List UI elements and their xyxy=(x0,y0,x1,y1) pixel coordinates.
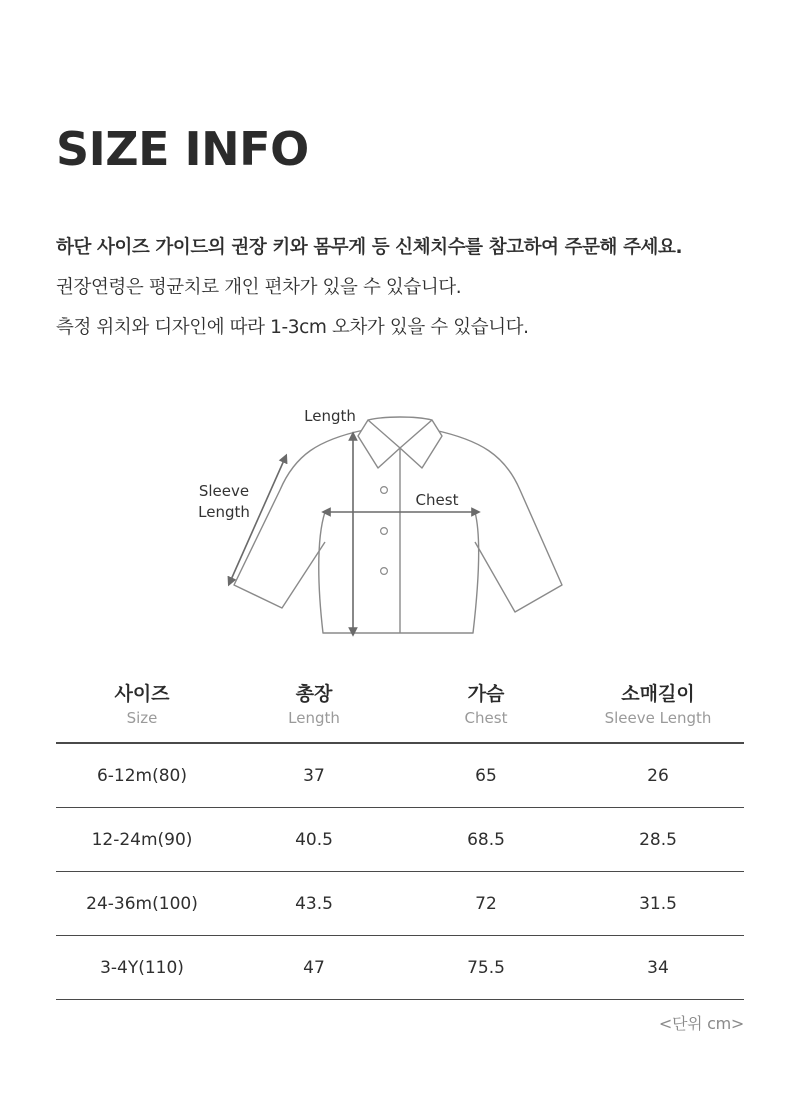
cell-chest: 68.5 xyxy=(400,808,572,872)
unit-note: <단위 cm> xyxy=(658,1014,744,1033)
cell-size: 12-24m(90) xyxy=(56,808,228,872)
cell-size: 6-12m(80) xyxy=(56,743,228,808)
cell-sleeve: 26 xyxy=(572,743,744,808)
page-title: SIZE INFO xyxy=(56,122,309,176)
cell-chest: 75.5 xyxy=(400,936,572,1000)
button-dot xyxy=(381,487,388,494)
size-table xyxy=(56,668,744,1000)
header-size-en: Size xyxy=(126,709,158,727)
jacket-measurement-diagram xyxy=(190,400,610,645)
note-measure-tolerance: 측정 위치와 디자인에 따라 1-3cm 오차가 있을 수 있습니다. xyxy=(56,317,529,338)
length-label: Length xyxy=(304,407,356,425)
button-dot xyxy=(381,568,388,575)
header-sleeve-kr: 소매길이 xyxy=(621,683,695,705)
cell-chest: 72 xyxy=(400,872,572,936)
header-length-en: Length xyxy=(288,709,340,727)
notes xyxy=(56,228,756,348)
jacket-right-sleeve xyxy=(434,430,562,612)
cell-sleeve: 28.5 xyxy=(572,808,744,872)
header-size-kr: 사이즈 xyxy=(114,683,170,705)
note-order-guide: 하단 사이즈 가이드의 권장 키와 몸무게 등 신체치수를 참고하여 주문해 주세요. xyxy=(56,237,683,258)
header-length-kr: 총장 xyxy=(295,683,333,705)
cell-length: 37 xyxy=(228,743,400,808)
jacket-collar-left xyxy=(358,420,400,468)
cell-size: 24-36m(100) xyxy=(56,872,228,936)
header-length xyxy=(228,668,400,743)
header-chest xyxy=(400,668,572,743)
header-size xyxy=(56,668,228,743)
cell-chest: 65 xyxy=(400,743,572,808)
header-chest-en: Chest xyxy=(464,709,508,727)
cell-sleeve: 34 xyxy=(572,936,744,1000)
cell-length: 47 xyxy=(228,936,400,1000)
table-row xyxy=(56,743,744,808)
table-row xyxy=(56,808,744,872)
cell-length: 40.5 xyxy=(228,808,400,872)
table-row xyxy=(56,872,744,936)
jacket-outline-icon xyxy=(190,400,610,645)
note-age-variance: 권장연령은 평균치로 개인 편차가 있을 수 있습니다. xyxy=(56,277,462,298)
jacket-collar-right xyxy=(400,420,442,468)
size-table-header xyxy=(56,668,744,743)
cell-sleeve: 31.5 xyxy=(572,872,744,936)
cell-size: 3-4Y(110) xyxy=(56,936,228,1000)
header-sleeve-en: Sleeve Length xyxy=(604,709,712,727)
sleeve-label-line2: Length xyxy=(198,503,250,521)
jacket-left-sleeve xyxy=(234,430,364,608)
header-chest-kr: 가슴 xyxy=(467,683,505,705)
button-dot xyxy=(381,528,388,535)
sleeve-label-line1: Sleeve xyxy=(198,482,250,500)
chest-label: Chest xyxy=(415,491,459,509)
jacket-body xyxy=(319,512,479,633)
cell-length: 43.5 xyxy=(228,872,400,936)
table-row xyxy=(56,936,744,1000)
header-sleeve xyxy=(572,668,744,743)
